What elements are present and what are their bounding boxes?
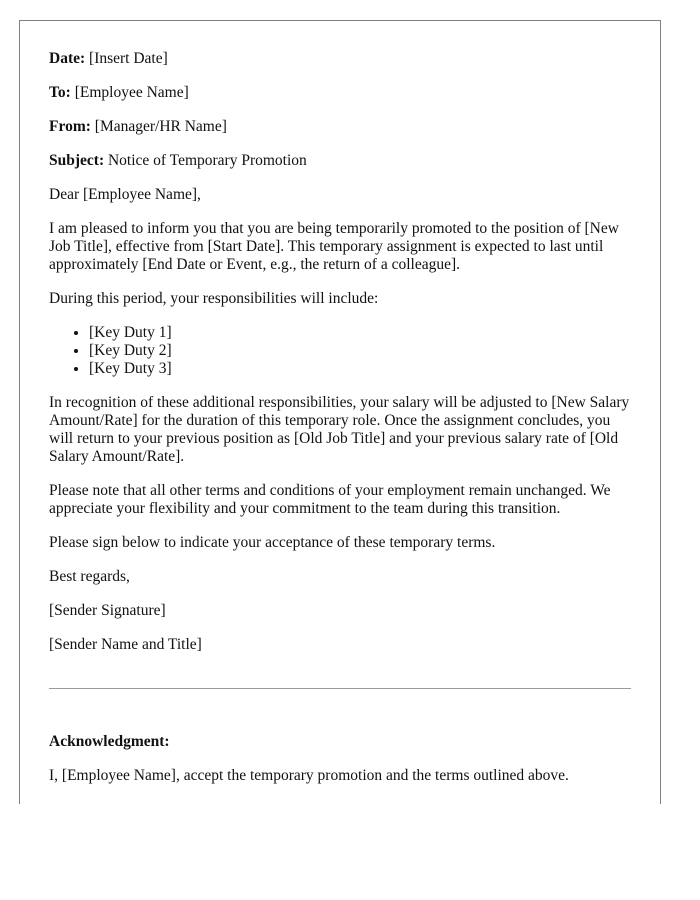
duties-intro: During this period, your responsibilities will include: [49, 290, 379, 307]
list-item: • [Key Duty 3] [89, 360, 631, 378]
sign-request: Please sign below to indicate your acceptance of these temporary terms. [49, 534, 496, 551]
sender-signature: [Sender Signature] [49, 602, 166, 619]
acknowledgment-text: I, [Employee Name], accept the temporary promotion and the terms outlined above. [49, 767, 569, 784]
section-divider [49, 688, 631, 689]
to-value: [Employee Name] [74, 84, 189, 101]
list-item: • [Key Duty 2] [89, 342, 631, 360]
to-line [49, 84, 631, 102]
acknowledgment-heading: Acknowledgment: [49, 733, 170, 750]
subject-value: Notice of Temporary Promotion [107, 152, 307, 169]
from-label: From: [49, 118, 91, 135]
from-value: [Manager/HR Name] [94, 118, 227, 135]
date-line [49, 50, 631, 68]
subject-line [49, 152, 631, 170]
duties-list [49, 324, 631, 378]
intro-paragraph: I am pleased to inform you that you are being temporarily promoted to the position of [New Job Title], effective from [Start Date]. This temporary assignment is expected to last until approximately [End Date or Event, e.g., the return of a colleague]. [49, 220, 619, 273]
sender-name-title: [Sender Name and Title] [49, 636, 202, 653]
from-line [49, 118, 631, 136]
closing: Best regards, [49, 568, 130, 585]
date-label: Date: [49, 50, 86, 67]
terms-paragraph: Please note that all other terms and conditions of your employment remain unchanged. We appreciate your flexibility and your commitment to the team during this transition. [49, 482, 611, 517]
subject-label: Subject: [49, 152, 105, 169]
salary-paragraph: In recognition of these additional responsibilities, your salary will be adjusted to [New Salary Amount/Rate] for the duration of this temporary role. Once the assignment concludes, you will return to your previous position as [Old Job Title] and your previous salary rate of [Old Salary Amount/Rate]. [49, 394, 630, 465]
salutation: Dear [Employee Name], [49, 186, 201, 203]
date-value: [Insert Date] [89, 50, 168, 67]
to-label: To: [49, 84, 71, 101]
letter-document [19, 20, 661, 804]
list-item: • [Key Duty 1] [89, 324, 631, 342]
